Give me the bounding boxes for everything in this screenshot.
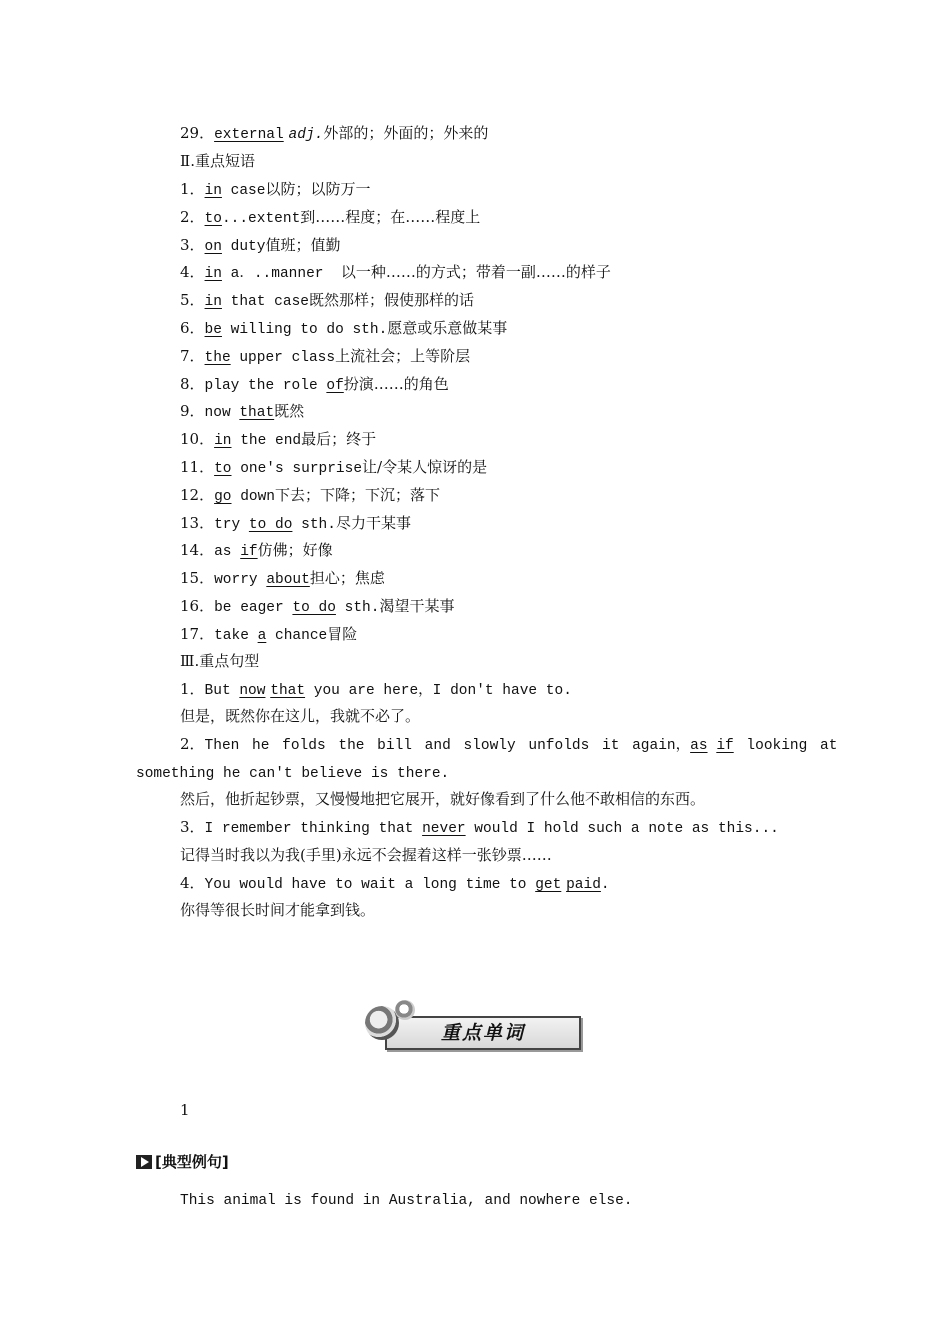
example-heading-label: [典型例句]	[155, 1153, 229, 1171]
phrase-item	[180, 262, 611, 284]
sentence-text: would I hold such a note as this...	[465, 821, 779, 837]
sentence-1	[180, 679, 572, 701]
sentence-text: .	[600, 877, 610, 893]
phrase-item	[180, 429, 376, 451]
phrase-post-text: ...extent	[221, 211, 301, 227]
sentence-text: looking at	[733, 738, 838, 754]
phrase-meaning: 扮演……的角色	[343, 375, 449, 393]
phrase-pre-text: take	[214, 628, 258, 644]
entry-meaning: 外部的；外面的；外来的	[323, 124, 489, 142]
phrase-number: 17．	[180, 625, 215, 643]
phrase-item	[180, 596, 454, 618]
phrase-meaning: 既然	[274, 402, 305, 420]
phrase-number: 10．	[180, 430, 215, 448]
phrase-meaning: 渴望干某事	[379, 597, 455, 615]
phrase-item	[180, 346, 470, 368]
answer-word: to do	[248, 517, 293, 533]
phrase-meaning: 尽力干某事	[335, 514, 411, 532]
phrase-item	[180, 513, 411, 535]
phrase-number: 2．	[180, 208, 205, 226]
answer-word: be	[204, 322, 222, 338]
answer-word: in	[204, 183, 222, 199]
sentence-number: 3．	[180, 818, 205, 836]
phrase-post-text: down	[231, 489, 276, 505]
answer-word: in	[204, 266, 222, 282]
phrase-item	[180, 457, 487, 479]
phrase-post-text: the end	[231, 433, 302, 449]
answer-word: to do	[292, 600, 336, 616]
phrase-post-text: one's surprise	[231, 461, 363, 477]
phrase-meaning: 到……程度；在……程度上	[300, 208, 481, 226]
sentence-4-translation: 你得等很长时间才能拿到钱。	[180, 901, 376, 919]
sentence-1-translation: 但是，既然你在这儿，我就不必了。	[180, 707, 421, 725]
phrase-item	[180, 179, 370, 201]
answer-word: go	[214, 489, 232, 505]
answer-word: external	[214, 127, 284, 143]
phrase-item	[180, 374, 449, 396]
answer-word: if	[240, 544, 258, 560]
phrase-pre-text: play the role	[204, 378, 327, 394]
play-triangle-icon	[136, 1155, 152, 1169]
example-sentence-text: This animal is found in Australia, and nowhere else.	[180, 1193, 633, 1209]
sentence-2-translation: 然后，他折起钞票，又慢慢地把它展开，就好像看到了什么他不敢相信的东西。	[180, 790, 706, 808]
phrase-item	[180, 290, 474, 312]
sentence-text: you are here，I don't have to.	[305, 683, 572, 699]
phrase-item	[180, 485, 440, 507]
phrase-post-text: chance	[266, 628, 328, 644]
phrase-meaning: 下去；下降；下沉；落下	[275, 486, 441, 504]
answer-word: to	[204, 211, 222, 227]
phrase-post-text: duty	[221, 239, 266, 255]
sentence-4	[180, 873, 610, 895]
phrase-meaning: 以防；以防万一	[265, 180, 371, 198]
sentence-3	[180, 817, 779, 839]
phrase-meaning: 以一种……的方式；带着一副……的样子	[340, 263, 611, 281]
sentence-text: something he can't believe is there.	[136, 766, 450, 782]
answer-word: now	[239, 683, 266, 699]
section-banner	[365, 1000, 585, 1054]
phrase-meaning: 担心；焦虑	[309, 569, 385, 587]
phrase-number: 14．	[180, 541, 215, 559]
answer-word: get	[535, 877, 562, 893]
phrase-pre-text: worry	[214, 572, 267, 588]
entry-number: 29．	[180, 124, 215, 142]
part-of-speech: adj.	[288, 127, 324, 143]
phrase-post-text: upper class	[230, 350, 336, 366]
phrase-meaning: 上流社会；上等阶层	[335, 347, 471, 365]
answer-word: to	[214, 461, 232, 477]
answer-word: a	[257, 628, 267, 644]
phrase-number: 5．	[180, 291, 205, 309]
answer-word: paid	[566, 877, 601, 893]
phrase-pre-text: as	[214, 544, 241, 560]
phrase-meaning: 既然那样；假使那样的话	[308, 291, 474, 309]
section-title-sentences: Ⅲ.重点句型	[180, 652, 260, 670]
answer-word: that	[270, 683, 306, 699]
answer-word: about	[266, 572, 310, 588]
phrase-meaning: 愿意或乐意做某事	[387, 319, 508, 337]
phrase-item	[180, 401, 304, 423]
section-title-phrases: Ⅱ.重点短语	[180, 152, 255, 170]
example-sentence	[180, 1189, 632, 1211]
phrase-number: 3．	[180, 236, 205, 254]
phrase-meaning: 让/令某人惊讶的是	[362, 458, 488, 476]
answer-word: in	[214, 433, 232, 449]
answer-word: on	[204, 239, 222, 255]
answer-word: of	[326, 378, 344, 394]
sentence-2	[180, 734, 837, 756]
phrase-number: 8．	[180, 375, 205, 393]
phrase-item	[180, 540, 333, 562]
phrase-post-text: sth.	[292, 517, 336, 533]
phrase-pre-text: be eager	[214, 600, 293, 616]
phrase-pre-text: now	[204, 405, 240, 421]
answer-word: in	[204, 294, 222, 310]
sentence-number: 4．	[180, 874, 205, 892]
phrase-post-text: willing to do sth.	[221, 322, 388, 338]
phrase-meaning: 值班；值勤	[265, 236, 341, 254]
sentence-text: You would have to wait a long time to	[204, 877, 536, 893]
phrase-number: 1．	[180, 180, 205, 198]
phrase-number: 7．	[180, 347, 205, 365]
answer-word: that	[239, 405, 275, 421]
phrase-item	[180, 235, 340, 257]
answer-word: if	[716, 738, 734, 754]
phrase-number: 13．	[180, 514, 215, 532]
phrase-meaning: 最后；终于	[301, 430, 377, 448]
answer-word: the	[204, 350, 231, 366]
example-heading	[136, 1152, 229, 1172]
phrase-item	[180, 568, 385, 590]
sentence-text: I remember thinking that	[204, 821, 423, 837]
sentence-2-continuation	[136, 762, 449, 784]
phrase-number: 9．	[180, 402, 205, 420]
vocab-entry-29	[180, 123, 488, 145]
phrase-number: 16．	[180, 597, 215, 615]
phrase-post-text: case	[221, 183, 266, 199]
phrase-post-text: sth.	[335, 600, 380, 616]
phrase-item	[180, 207, 480, 229]
phrase-number: 11．	[180, 458, 215, 476]
phrase-number: 6．	[180, 319, 205, 337]
phrase-item	[180, 624, 357, 646]
phrase-number: 12．	[180, 486, 215, 504]
item-number: 1	[180, 1101, 190, 1119]
answer-word: as	[690, 738, 708, 754]
sentence-3-translation: 记得当时我以为我(手里)永远不会握着这样一张钞票……	[180, 846, 552, 864]
phrase-item	[180, 318, 507, 340]
phrase-meaning: 仿佛；好像	[257, 541, 333, 559]
phrase-post-text: a．..manner	[221, 266, 341, 282]
phrase-post-text: that case	[221, 294, 309, 310]
phrase-number: 4．	[180, 263, 205, 281]
phrase-pre-text: try	[214, 517, 249, 533]
sentence-number: 1．	[180, 680, 205, 698]
sentence-number: 2．	[180, 735, 205, 753]
sentence-text: Then he folds the bill and slowly unfolds it again，	[204, 738, 691, 754]
banner-title: 重点单词	[440, 1022, 525, 1044]
phrase-meaning: 冒险	[327, 625, 358, 643]
answer-word: never	[422, 821, 466, 837]
phrase-number: 15．	[180, 569, 215, 587]
sentence-text: But	[204, 683, 240, 699]
